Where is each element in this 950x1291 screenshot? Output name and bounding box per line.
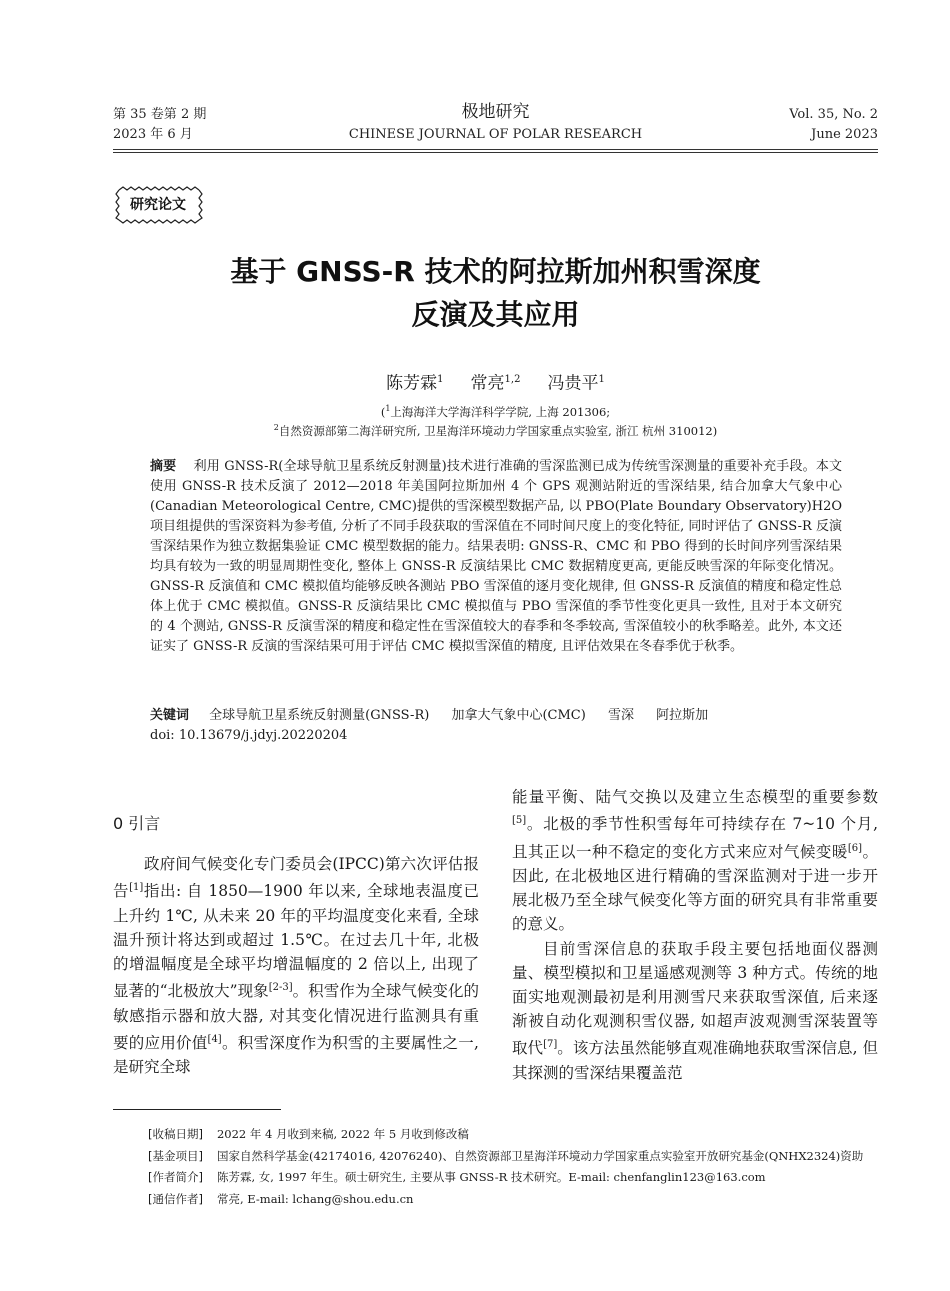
affiliation-1: ($^1$上海海洋大学海洋科学学院, 上海 201306; bbox=[380, 404, 611, 419]
header-rule-bottom bbox=[113, 152, 878, 153]
body-paragraph bbox=[512, 937, 878, 1085]
keyword: 雪深 bbox=[607, 708, 634, 723]
keywords-label: 关键词 bbox=[150, 708, 190, 723]
footnote-received bbox=[148, 1124, 888, 1146]
citation-ref[interactable]: [6] bbox=[847, 842, 862, 854]
affiliation-text: 上海海洋大学海洋科学学院, 上海 201306; bbox=[390, 404, 611, 419]
keywords bbox=[150, 706, 842, 726]
text-run: 。积雪作为全球气候变化的敏感指示器和放大器, 对其变化情况进行监测具有重要的应用价值 bbox=[113, 982, 479, 1052]
abstract-text: 利用 GNSS-R(全球导航卫星系统反射测量)技术进行准确的雪深监测已成为传统雪深测量的重要补充手段。本文使用 GNSS-R 技术反演了 2012—2018 年美国阿拉斯加州 4 个 GPS 观测站附近的雪深结果, 结合加拿大气象中心(Canadian Meteorological Centre, CMC)提供的雪深模型数据产品, 以 PBO(Plate Boundary Observatory)H2O 项目组提供的雪深资料为参考值, 分析了不同手段获取的雪深值在不同时间尺度上的变化特征, 同时评估了 GNSS-R 反演雪深结果作为独立数据集验证 CMC 模型数据的能力。结果表明: GNSS-R、CMC 和 PBO 得到的长时间序列雪深结果均具有较为一致的明显周期性变化, 整体上 GNSS-R 反演结果比 CMC 数据精度更高, 更能反映雪深的年际变化情况。GNSS-R 反演值和 CMC 模拟值均能够反映各测站 PBO 雪深值的逐月变化规律, 但 GNSS-R 反演值的精度和稳定性总体上优于 CMC 模拟值。GNSS-R 反演结果比 CMC 模拟值与 PBO 雪深值的季节性变化更具一致性, 且对于本文研究的 4 个测站, GNSS-R 反演雪深的精度和稳定性在雪深值较大的春季和冬季较高, 雪深值较小的秋季略差。此外, 本文还证实了 GNSS-R 反演的雪深结果可用于评估 CMC 模拟雪深值的精度, 且评估效果在冬春季优于秋季。 bbox=[150, 459, 842, 654]
footnote-text: 陈芳霖, 女, 1997 年生。硕士研究生, 主要从事 GNSS-R 技术研究。E-mail: chenfanglin123@163.com bbox=[216, 1170, 766, 1184]
header-volume-en: Vol. 35, No. 2 bbox=[789, 107, 878, 122]
section-heading-introduction: 0 引言 bbox=[113, 814, 161, 833]
author-affil-sup: 1,2 bbox=[504, 374, 521, 385]
header-rule-top bbox=[113, 149, 878, 150]
abstract bbox=[150, 457, 842, 657]
citation-ref[interactable]: [2-3] bbox=[268, 982, 293, 994]
footnote-author-bio bbox=[148, 1167, 888, 1189]
body-paragraph bbox=[113, 852, 479, 1079]
footnote-label: [作者简介] bbox=[148, 1170, 203, 1184]
footnote-label: [收稿日期] bbox=[148, 1127, 203, 1141]
body-paragraph bbox=[512, 785, 878, 937]
text-run: 政府间气候变化专门委员会(IPCC)第六次评估报告 bbox=[113, 855, 479, 901]
affiliation-sup: 1 bbox=[385, 404, 391, 413]
text-run: 目前雪深信息的获取手段主要包括地面仪器测量、模型模拟和卫星遥感观测等 3 种方式。传统的地面实地观测最初是利用测雪尺来获取雪深值, 后来逐渐被自动化观测积雪仪器, 如超声波观测雪深装置等取代 bbox=[512, 939, 878, 1058]
footnote-text: 常亮, E-mail: lchang@shou.edu.cn bbox=[216, 1191, 414, 1206]
text-run: 。积雪深度作为积雪的主要属性之一, 是研究全球 bbox=[113, 1033, 479, 1077]
header-journal-cn: 极地研究 bbox=[461, 102, 530, 122]
footnotes bbox=[148, 1124, 888, 1210]
text-run: 指出: 自 1850—1900 年以来, 全球地表温度已上升约 1℃, 从未来 20 年的平均温度变化来看, 全球温升预计将达到或超过 1.5℃。在过去几十年, 北极的增温幅度是全球平均增温幅度的 2 倍以上, 出现了显著的“北极放大”现象 bbox=[113, 882, 479, 1001]
affiliation-text: 自然资源部第二海洋研究所, 卫星海洋环境动力学国家重点实验室, 浙江 杭州 310012) bbox=[278, 423, 718, 438]
abstract-label: 摘要 bbox=[150, 459, 177, 474]
title-line-2: 反演及其应用 bbox=[411, 298, 580, 331]
badge-label: 研究论文 bbox=[130, 197, 186, 213]
author-affil-sup: 1 bbox=[437, 374, 444, 385]
author-list bbox=[113, 368, 878, 396]
header-date-en: June 2023 bbox=[811, 127, 878, 142]
citation-ref[interactable]: [7] bbox=[543, 1039, 558, 1051]
footnote-corresponding bbox=[148, 1189, 888, 1211]
footnote-text: 2022 年 4 月收到来稿, 2022 年 5 月收到修改稿 bbox=[216, 1127, 469, 1141]
header-date-cn: 2023 年 6 月 bbox=[113, 127, 193, 142]
keyword: 全球导航卫星系统反射测量(GNSS-R) bbox=[209, 708, 430, 723]
title-line-1: 基于 GNSS-R 技术的阿拉斯加州积雪深度 bbox=[230, 255, 761, 288]
text-run: 能量平衡、陆气交换以及建立生态模型的重要参数 bbox=[512, 788, 878, 806]
keyword: 阿拉斯加 bbox=[656, 708, 709, 723]
header-journal-en: CHINESE JOURNAL OF POLAR RESEARCH bbox=[348, 127, 643, 142]
citation-ref[interactable]: [5] bbox=[512, 815, 527, 827]
affiliation-2 bbox=[113, 419, 878, 440]
body-left-column bbox=[113, 852, 479, 1079]
header-volume-cn: 第 35 卷第 2 期 bbox=[113, 107, 207, 122]
text-run: 。该方法虽然能够直观准确地获取雪深信息, 但其探测的雪深结果覆盖范 bbox=[512, 1039, 878, 1082]
footnote-funding bbox=[148, 1146, 888, 1168]
author-affil-sup: 1 bbox=[598, 374, 605, 385]
citation-ref[interactable]: [4] bbox=[207, 1033, 222, 1045]
footnote-label: [基金项目] bbox=[148, 1148, 203, 1163]
doi: doi: 10.13679/j.jdyj.20220204 bbox=[150, 728, 348, 743]
keyword: 加拿大气象中心(CMC) bbox=[451, 708, 586, 723]
author-name: 冯贵平 bbox=[547, 373, 599, 394]
footnote-label: [通信作者] bbox=[148, 1191, 203, 1206]
author-name: 陈芳霖 bbox=[386, 373, 438, 394]
author-name: 常亮 bbox=[470, 373, 505, 394]
text-run: 。因此, 在北极地区进行精确的雪深监测对于进一步开展北极乃至全球气候变化等方面的研究具有非常重要的意义。 bbox=[512, 842, 878, 934]
footnote-text: 国家自然科学基金(42174016, 42076240)、自然资源部卫星海洋环境动力学国家重点实验室开放研究基金(QNHX2324)资助 bbox=[216, 1148, 864, 1163]
article-type-badge bbox=[113, 186, 203, 224]
footnote-rule bbox=[113, 1109, 281, 1110]
citation-ref[interactable]: [1] bbox=[129, 882, 144, 894]
text-run: 。北极的季节性积雪每年可持续存在 7~10 个月, 且其正以一种不稳定的变化方式来应对气候变暖 bbox=[512, 815, 878, 861]
affiliation-sup: 2 bbox=[273, 423, 279, 432]
body-right-column bbox=[512, 785, 878, 1085]
